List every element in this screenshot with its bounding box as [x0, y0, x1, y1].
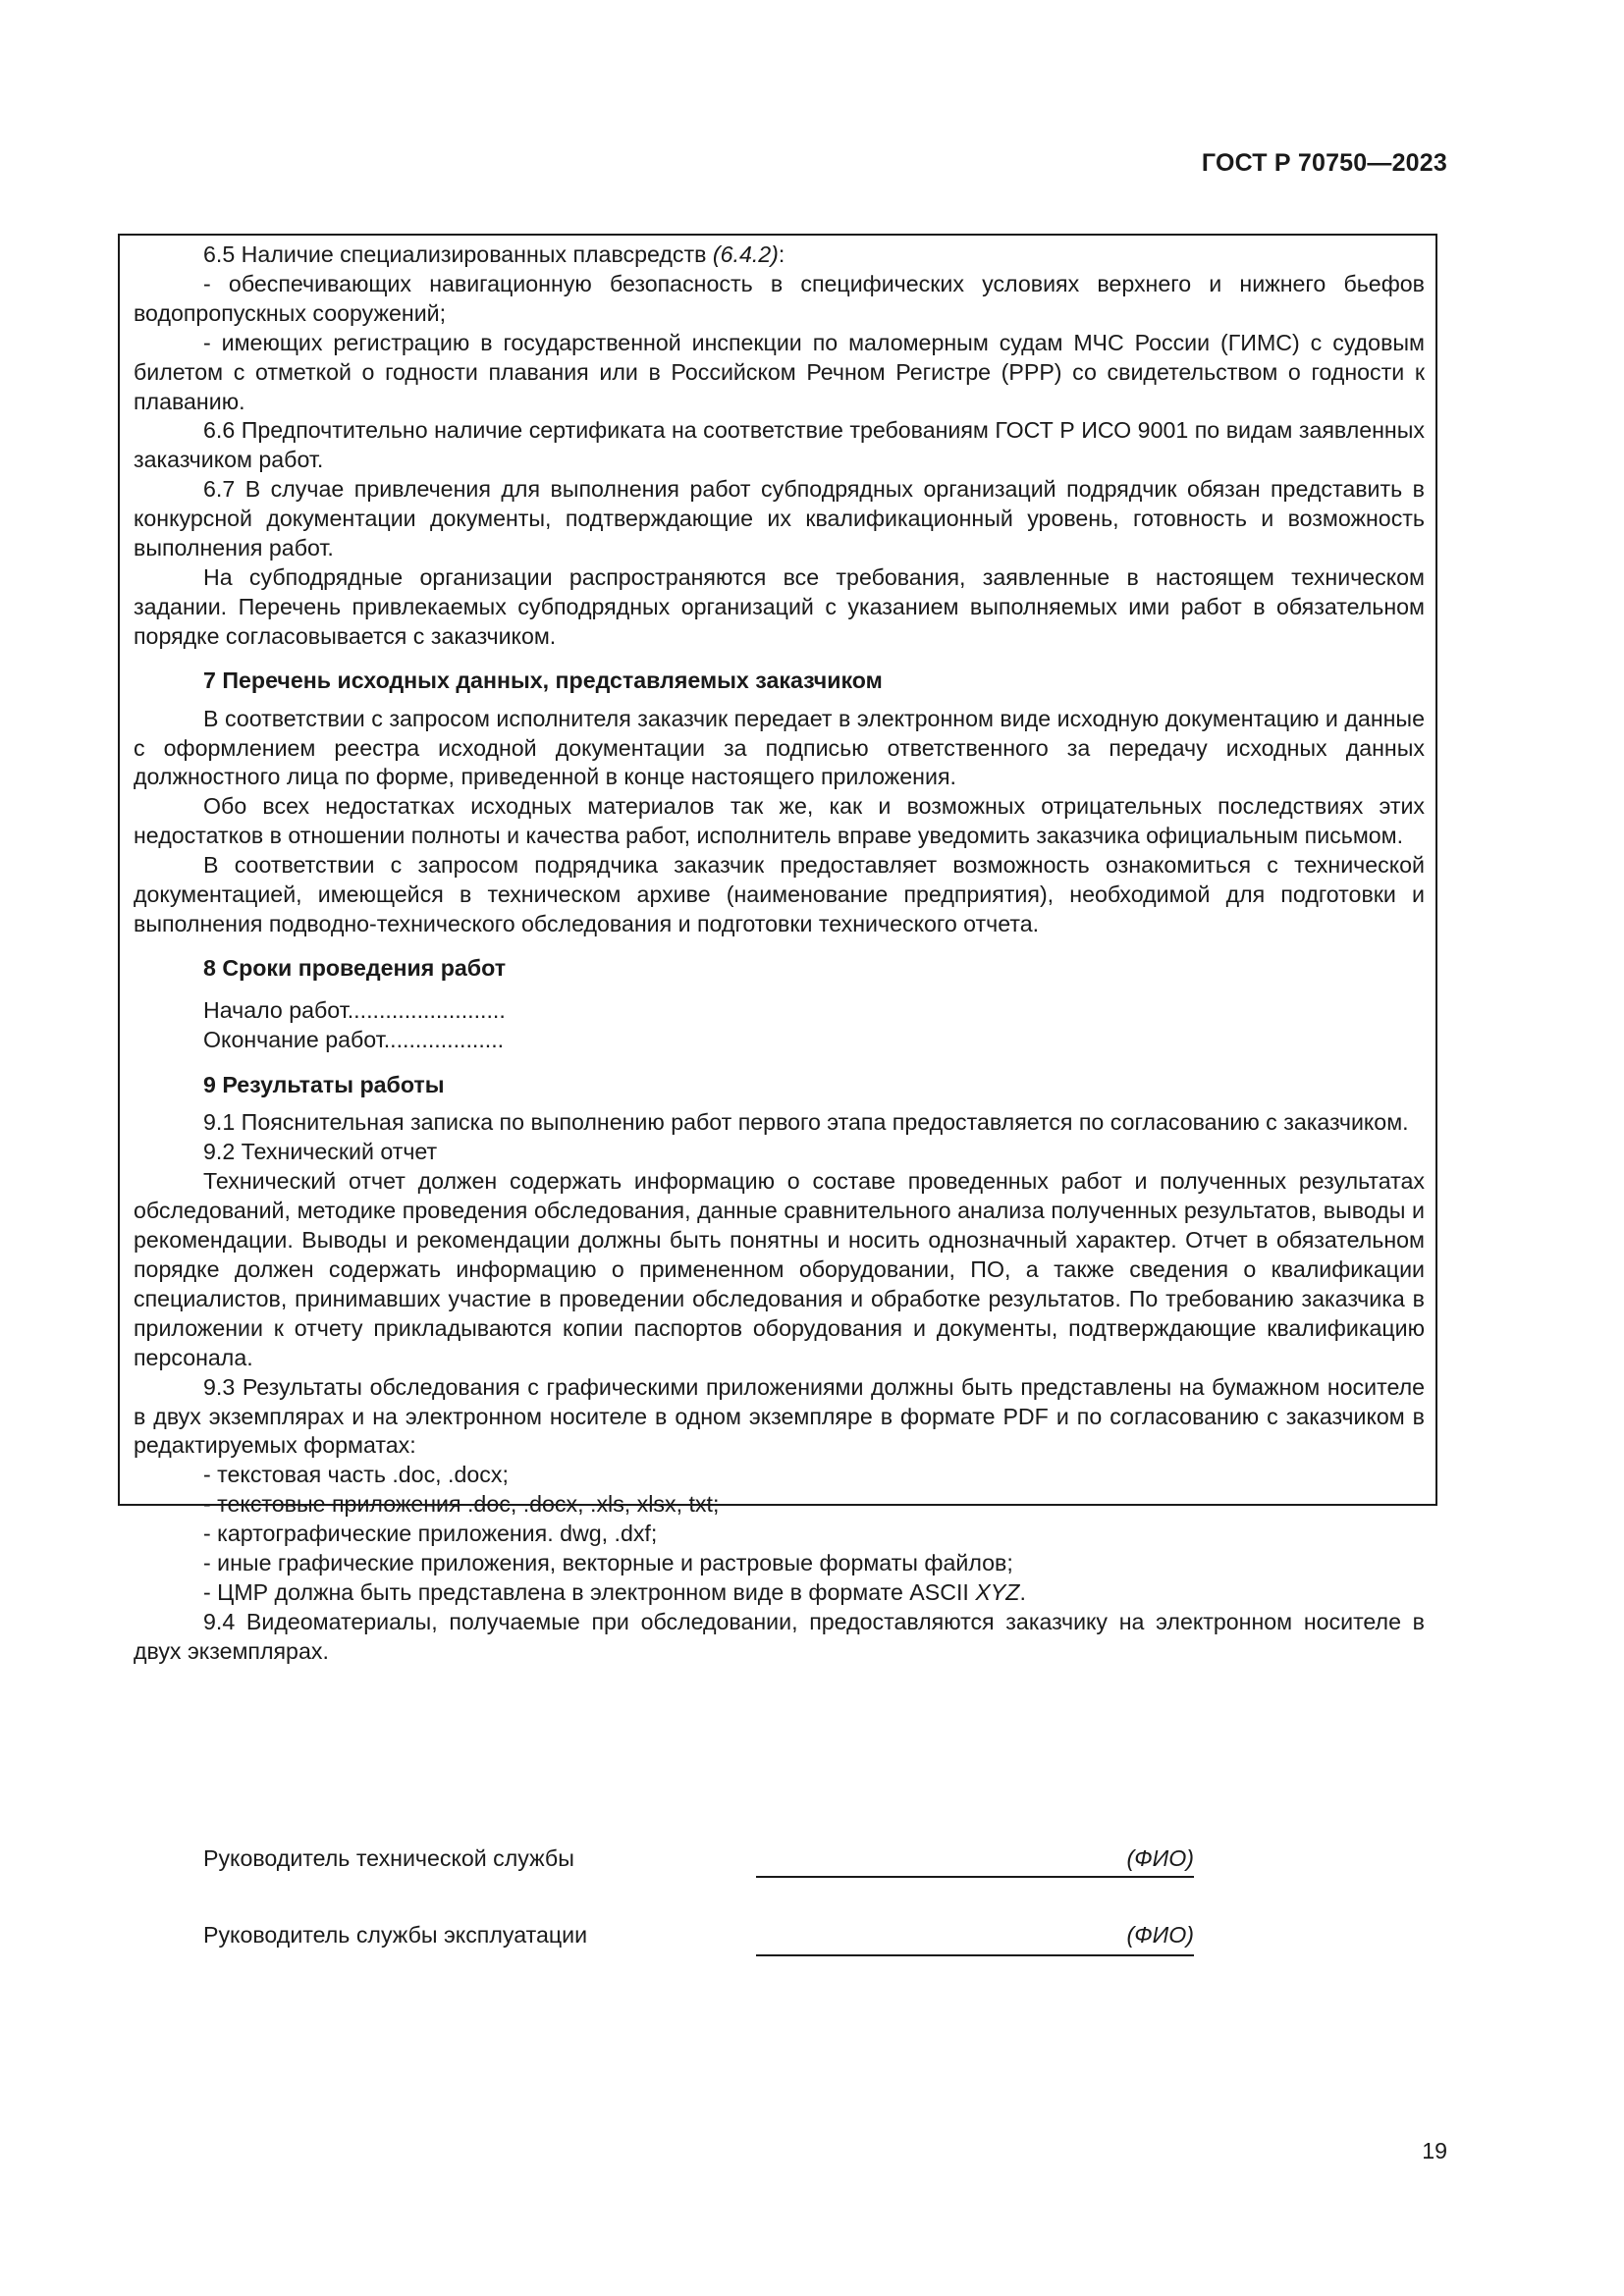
signature-row — [0, 1845, 1624, 1904]
document-body — [134, 240, 1425, 1667]
signature-line — [756, 1876, 1194, 1878]
signature-role: Руководитель службы эксплуатации — [203, 1922, 588, 1948]
signature-role: Руководитель технической службы — [203, 1845, 574, 1871]
signature-name: (ФИО) — [1126, 1845, 1194, 1871]
paragraph: В соответствии с запросом подрядчика заказчик предоставляет возможность ознакомиться с технической документацией, имеющейся в техническом архиве (наименование предприятия), необходимой для подготовки и выполнения подводно-технического обследования и подготовки технического отчета. — [134, 852, 1425, 936]
paragraph-subcontractors: На субподрядные организации распространяются все требования, заявленные в настоящем техническом задании. Перечень привлекаемых субподрядных организаций с указанием выполняемых ими работ в обязательном порядке согласовывается с заказчиком. — [134, 563, 1425, 649]
section-8-title: 8 Сроки проведения работ — [203, 954, 507, 981]
work-end: Окончание работ................... — [203, 1026, 505, 1052]
paragraph-9-2: 9.2 Технический отчет — [203, 1139, 438, 1165]
format-list-item: - иные графические приложения, векторные и растровые форматы файлов; — [203, 1550, 1013, 1576]
paragraph: В соответствии с запросом исполнителя заказчик передает в электронном виде исходную документацию и данные с оформлением реестра исходной документации за подписью ответственного за передачу исходных данных должностного лица по форме, приведенной в конце настоящего приложения. — [134, 705, 1425, 790]
format-list-item: - ЦМР должна быть представлена в электронном виде в формате ASCII XYZ. — [203, 1578, 1026, 1605]
paragraph-9-1: 9.1 Пояснительная записка по выполнению работ первого этапа предоставляется по согласованию с заказчиком. — [203, 1109, 1409, 1136]
signature-name: (ФИО) — [1126, 1922, 1194, 1948]
section-7-title: 7 Перечень исходных данных, представляемых заказчиком — [203, 667, 883, 693]
dash-item: - обеспечивающих навигационную безопасность в специфических условиях верхнего и нижнего бьефов водопропускных сооружений; — [134, 270, 1425, 326]
work-start: Начало работ......................... — [203, 996, 506, 1023]
section-9-title: 9 Результаты работы — [203, 1071, 445, 1097]
page-number: 19 — [1422, 2138, 1447, 2163]
paragraph-9-4: 9.4 Видеоматериалы, получаемые при обследовании, предоставляются заказчику на электронном носителе в двух экземплярах. — [134, 1608, 1425, 1664]
dash-item: - имеющих регистрацию в государственной инспекции по маломерным судам МЧС России (ГИМС) с судовым билетом с отметкой о годности плавания или в Российском Речном Регистре (РРР) со свидетельством о годности к плаванию. — [134, 329, 1425, 414]
paragraph-6-6: 6.6 Предпочтительно наличие сертификата на соответствие требованиям ГОСТ Р ИСО 9001 по видам заявленных заказчиком работ. — [134, 417, 1425, 473]
format-list-item: - текстовые приложения .doc, .docx, .xls, xlsx, txt; — [203, 1491, 720, 1518]
paragraph-6-7: 6.7 В случае привлечения для выполнения работ субподрядных организаций подрядчик обязан представить в конкурсной документации документы, подтверждающие их квалификационный уровень, готовность и возможность выполнения работ. — [134, 476, 1425, 561]
signature-line — [756, 1954, 1194, 1956]
format-list-item: - картографические приложения. dwg, .dxf; — [203, 1521, 658, 1547]
paragraph: Обо всех недостатках исходных материалов так же, как и возможных отрицательных последствиях этих недостатков в отношении полноты и качества работ, исполнитель вправе уведомить заказчика официальным письмом. — [134, 793, 1425, 849]
document-header: ГОСТ Р 70750—2023 — [1201, 149, 1447, 177]
paragraph-6-5: 6.5 Наличие специализированных плавсредств (6.4.2): — [203, 241, 785, 267]
section-reference: (6.4.2) — [712, 241, 779, 267]
paragraph: Технический отчет должен содержать информацию о составе проведенных работ и полученных результатах обследований, методике проведения обследования, данные сравнительного анализа полученных результатов, выводы и рекомендации. Выводы и рекомендации должны быть понятны и носить однозначный характер. Отчет в обязательном порядке должен содержать информацию о примененном оборудовании, ПО, а также сведения о квалификации специалистов, принимавших участие в проведении обследования и обработке результатов. По требованию заказчика в приложении к отчету прикладываются копии паспортов оборудования и документы, подтверждающие квалификацию персонала. — [134, 1168, 1425, 1370]
signature-row — [0, 1922, 1624, 1981]
paragraph-9-3: 9.3 Результаты обследования с графическими приложениями должны быть представлены на бумажном носителе в двух экземплярах и на электронном носителе в одном экземпляре в формате PDF и по согласованию с заказчиком в редактируемых форматах: — [134, 1373, 1425, 1459]
format-list-item: - текстовая часть .doc, .docx; — [203, 1462, 509, 1488]
